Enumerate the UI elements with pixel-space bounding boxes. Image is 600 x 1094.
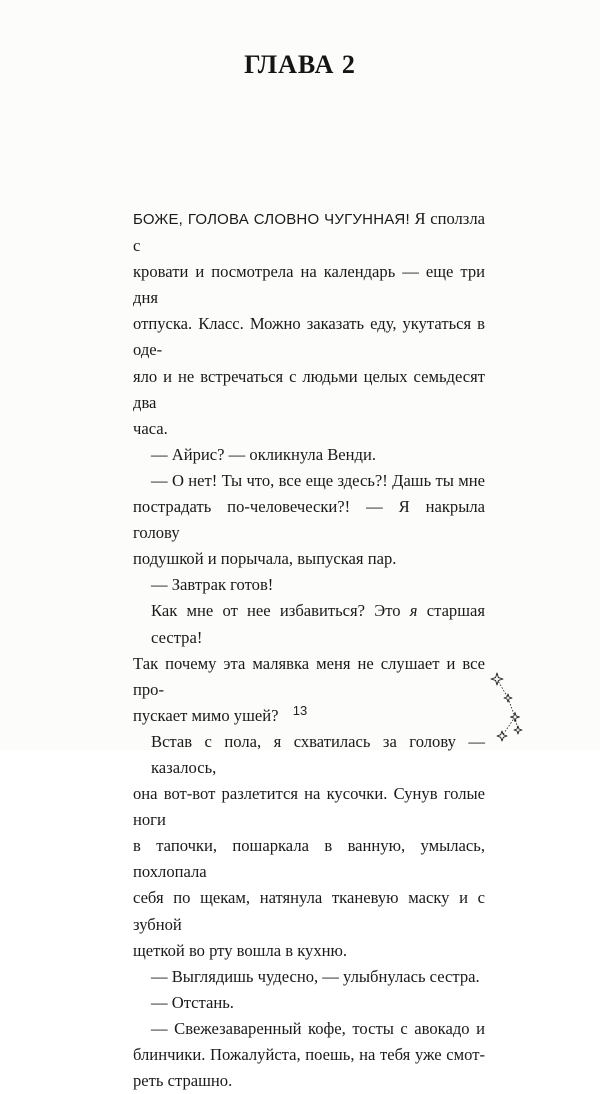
- text-line: яло и не встречаться с людьми целых семьдесят два: [133, 366, 485, 412]
- paragraph: [133, 311, 485, 363]
- paragraph: [133, 1016, 485, 1042]
- text-line: пускает мимо ушей?: [133, 705, 279, 725]
- text-line: отпуска. Класс. Можно заказать еду, укутаться в оде-: [133, 314, 485, 360]
- paragraph: [133, 651, 485, 703]
- text-line: старшая сестра!: [151, 601, 486, 647]
- text-line: Как мне от нее избавиться? Это: [151, 601, 410, 621]
- paragraph: [133, 990, 485, 1016]
- paragraph: [133, 729, 485, 781]
- text-line: Я сползла с: [133, 209, 486, 256]
- paragraph: [133, 442, 485, 468]
- text-line: — О нет! Ты что, все еще здесь?! Дашь ты мне: [151, 470, 485, 490]
- text-line: — Выглядишь чудесно, — улыбнулась сестра.: [151, 966, 480, 986]
- paragraph: [133, 833, 485, 885]
- constellation-icon: [488, 670, 528, 745]
- text-line: — Завтрак готов!: [151, 575, 274, 595]
- text-line: блинчики. Пожалуйста, поешь, на тебя уже смот-: [133, 1045, 485, 1064]
- text-line: себя по щекам, натянула тканевую маску и с зубной: [133, 888, 485, 934]
- text-line: — Отстань.: [151, 992, 234, 1012]
- paragraph: [133, 885, 485, 937]
- paragraph: [133, 546, 485, 572]
- paragraph: [133, 572, 485, 598]
- text-line: подушкой и порычала, выпуская пар.: [133, 549, 397, 569]
- emphasis-word: я: [409, 601, 418, 621]
- paragraph: [133, 964, 485, 990]
- opening-caps: БОЖЕ, ГОЛОВА СЛОВНО ЧУГУННАЯ!: [133, 211, 410, 228]
- paragraph: [133, 416, 485, 442]
- paragraph: [133, 1068, 485, 1094]
- paragraph: [133, 468, 485, 494]
- paragraph: [133, 1042, 485, 1068]
- text-line: Так почему эта малявка меня не слушает и все про-: [133, 653, 485, 699]
- text-line: в тапочки, пошаркала в ванную, умылась, похлопала: [133, 836, 485, 882]
- paragraph: [133, 494, 485, 546]
- paragraph: [133, 598, 485, 650]
- text-line: кровати и посмотрела на календарь — еще три дня: [133, 262, 485, 308]
- text-line: часа.: [133, 418, 168, 438]
- text-line: пострадать по-человечески?! — Я накрыла голову: [133, 497, 485, 543]
- text-line: — Айрис? — окликнула Венди.: [151, 444, 377, 464]
- paragraph: [133, 781, 485, 833]
- paragraph: [133, 938, 485, 964]
- paragraph: [133, 206, 485, 259]
- page-number: 13: [292, 703, 308, 718]
- chapter-body: [133, 206, 485, 1094]
- paragraph: [133, 364, 485, 416]
- text-line: она вот-вот разлетится на кусочки. Сунув голые ноги: [133, 784, 485, 830]
- text-line: Встав с пола, я схватилась за голову — казалось,: [151, 731, 485, 777]
- chapter-title: ГЛАВА 2: [244, 50, 356, 79]
- paragraph: [133, 259, 485, 311]
- text-line: щеткой во рту вошла в кухню.: [133, 940, 348, 960]
- text-line: — Свежезаваренный кофе, тосты с авокадо и: [151, 1018, 485, 1038]
- text-line: реть страшно.: [133, 1071, 233, 1091]
